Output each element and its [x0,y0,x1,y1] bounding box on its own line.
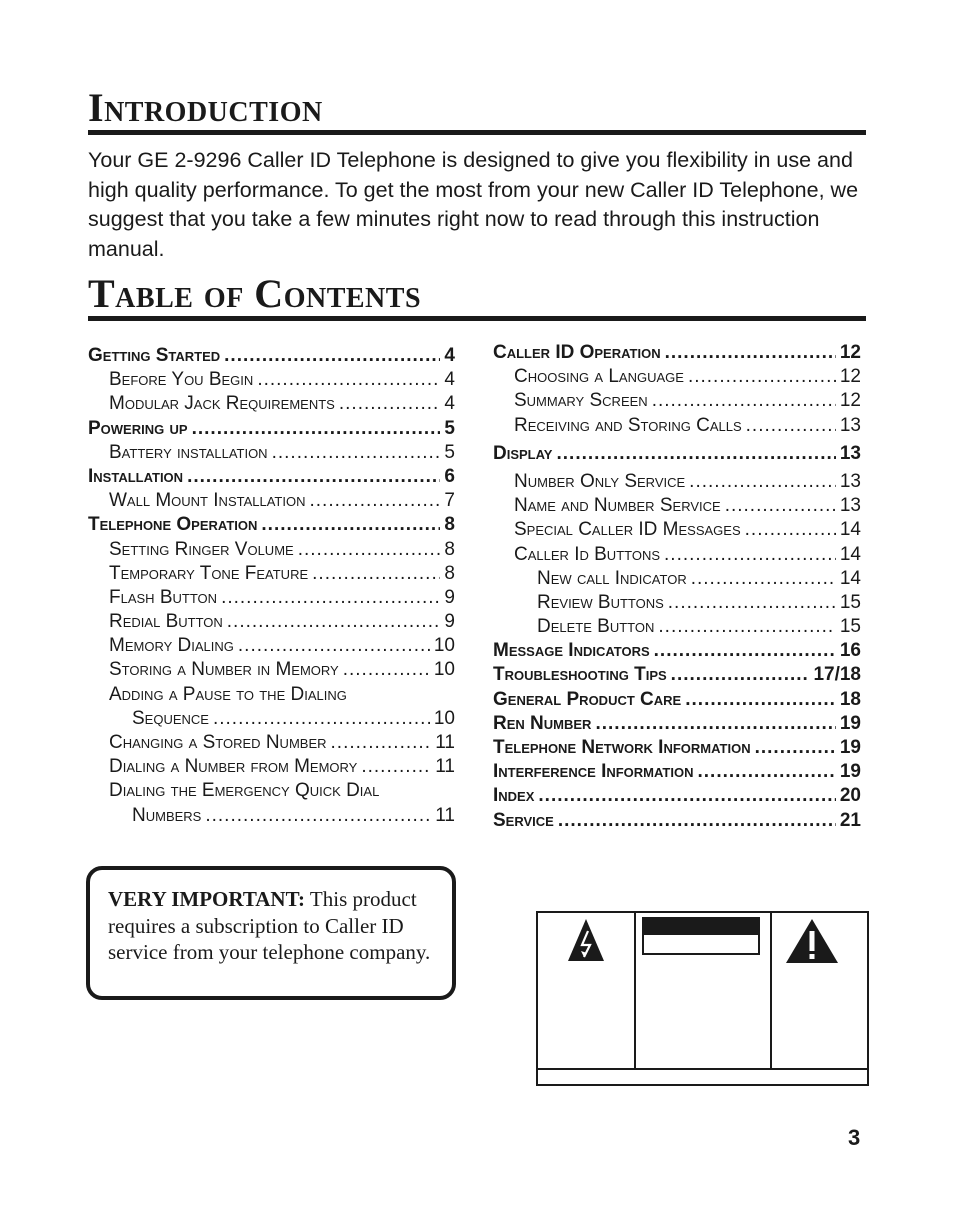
toc-entry-page: 8 [444,562,455,584]
toc-entry-page: 13 [839,442,861,464]
toc-leader-dots [697,761,835,783]
toc-leader-dots [309,490,440,512]
toc-entry-page: 12 [839,390,861,412]
toc-entry [493,519,861,543]
toc-entry [88,805,455,829]
toc-leader-dots [745,519,836,541]
toc-leader-dots [691,568,836,590]
toc-entry-label: Service [493,809,554,831]
toc-entry-page: 19 [839,761,861,783]
toc-entry [88,587,455,611]
toc-entry-page: 15 [839,616,861,638]
toc-entry [88,393,455,417]
toc-entry-label: Special Caller ID Messages [514,519,741,541]
toc-entry [88,732,455,756]
toc-entry-page: 9 [444,586,455,608]
toc-entry-label: Name and Number Service [514,495,721,517]
toc-entry-label: Temporary Tone Feature [109,562,309,584]
toc-entry-label: Display [493,442,553,464]
toc-entry [88,708,455,732]
toc-leader-dots [339,393,441,415]
toc-entry [493,544,861,568]
toc-entry-page: 17/18 [813,664,861,686]
toc-leader-dots [331,732,432,754]
toc-entry-page: 13 [839,495,861,517]
toc-leader-dots [192,418,441,440]
toc-entry [88,418,455,442]
toc-leader-dots [652,390,836,412]
toc-entry-label: Ren Number [493,712,592,734]
toc-entry-page: 10 [433,659,455,681]
toc-heading: Table of Contents [88,274,866,321]
toc-entry [88,563,455,587]
toc-entry [88,490,455,514]
toc-entry-label: Flash Button [109,586,218,608]
toc-leader-dots [343,659,430,681]
toc-entry-label: Index [493,785,535,807]
toc-entry [493,592,861,616]
toc-entry [88,466,455,490]
toc-entry-page: 4 [444,345,455,366]
toc-entry-label: Sequence [132,707,209,729]
toc-entry [493,785,861,809]
toc-entry-page: 4 [444,393,455,415]
toc-leader-dots [298,539,441,561]
toc-leader-dots [238,635,430,657]
toc-entry-page: 7 [444,490,455,512]
intro-heading: Introduction [88,88,866,135]
toc-leader-dots [261,514,440,536]
exclamation-warning-icon [770,915,867,975]
toc-entry-label: Battery installation [109,441,268,463]
toc-entry-page: 18 [839,688,861,710]
toc-entry-page: 8 [444,514,455,536]
toc-leader-dots [688,366,836,388]
toc-entry-page: 19 [839,712,861,734]
toc-leader-dots [558,810,836,832]
toc-entry-page: 15 [839,591,861,613]
toc-entry [88,514,455,538]
toc-entry-page: 12 [839,366,861,388]
toc-entry-page: 14 [839,519,861,541]
toc-entry [493,616,861,640]
toc-entry-label: Summary Screen [514,390,648,412]
toc-entry-label: New call Indicator [537,567,687,589]
toc-leader-dots [689,471,836,493]
toc-entry-label: Redial Button [109,611,223,633]
toc-leader-dots [595,713,835,735]
toc-entry-page: 10 [433,635,455,657]
toc-leader-dots [257,369,440,391]
toc-entry-label: Delete Button [537,616,655,638]
toc-leader-dots [361,756,431,778]
toc-leader-dots [213,708,430,730]
toc-entry [88,635,455,659]
toc-entry [493,640,861,664]
toc-entry-page: 16 [839,640,861,662]
toc-leader-dots [221,587,440,609]
toc-entry-label: Troubleshooting Tips [493,664,667,686]
caution-panel [536,911,869,1086]
intro-paragraph: Your GE 2-9296 Caller ID Telephone is designed to give you flexibility in use and high quality performance. To get the most from your new Caller ID Telephone, we suggest that you take a few minutes right now to read through this instruction manual. [88,148,859,261]
toc-leader-dots [668,592,836,614]
toc-right-column [493,342,861,834]
toc-entry [88,780,455,804]
toc-leader-dots [746,415,836,437]
toc-leader-dots [556,443,835,465]
toc-entry [88,611,455,635]
toc-entry-page: 20 [839,785,861,807]
toc-entry [493,713,861,737]
toc-entry-label: Numbers [132,804,202,826]
toc-entry-page: 9 [444,611,455,633]
toc-leader-dots [658,616,835,638]
toc-entry-label: Number Only Service [514,470,686,492]
toc-entry-label: Dialing a Number from Memory [109,756,358,778]
toc-entry-label: Telephone Network Information [493,737,751,758]
toc-entry-label: Review Buttons [537,591,664,613]
toc-leader-dots [654,640,836,662]
toc-entry [493,390,861,414]
toc-entry-label: Before You Begin [109,369,254,391]
notice-text: This product requires a subscription to Caller ID service from your telephone company. [108,887,431,964]
toc-entry-label: Installation [88,465,184,487]
toc-left-column [88,345,455,829]
toc-entry-label: Powering up [88,417,188,439]
toc-leader-dots [685,689,836,711]
toc-leader-dots [671,664,810,686]
toc-entry-page: 5 [444,441,455,463]
toc-entry-label: Getting Started [88,345,221,366]
toc-entry-label: Changing a Stored Number [109,732,327,753]
toc-entry-label: Receiving and Storing Calls [514,414,742,436]
toc-entry-label: Choosing a Language [514,366,684,388]
toc-entry [88,345,455,369]
toc-entry [88,442,455,466]
toc-entry-page: 11 [435,804,455,826]
caution-footer-strip [538,1068,867,1088]
toc-entry-label: Wall Mount Installation [109,490,306,512]
toc-entry-page: 13 [839,414,861,436]
toc-entry-page: 14 [839,567,861,589]
toc-entry-label: General Product Care [493,688,682,710]
toc-leader-dots [272,442,441,464]
important-notice-box [86,866,456,1000]
caution-cell-right [770,913,867,1068]
page-number: 3 [848,1125,861,1150]
toc-entry [493,342,861,366]
toc-leader-dots [187,466,440,488]
toc-leader-dots [665,342,836,364]
caution-cell-middle [634,913,772,1068]
toc-entry [88,369,455,393]
toc-entry-page: 8 [444,538,455,560]
caution-label-bar [642,917,760,955]
toc-entry-label: Setting Ringer Volume [109,538,294,560]
toc-entry-label: Caller Id Buttons [514,543,661,565]
toc-entry-label: Adding a Pause to the Dialing [109,683,347,705]
toc-entry-page: 21 [839,809,861,831]
lightning-warning-icon [538,915,634,975]
toc-entry-label: Memory Dialing [109,635,234,657]
toc-entry-page: 10 [433,707,455,729]
toc-leader-dots [312,563,440,585]
toc-entry [493,761,861,785]
toc-entry [493,810,861,834]
toc-entry-label: Telephone Operation [88,514,258,536]
toc-entry-page: 12 [839,342,861,363]
toc-entry [493,568,861,592]
toc-entry-page: 14 [839,543,861,565]
toc-entry-page: 11 [435,756,455,778]
toc-entry-page: 4 [444,369,455,391]
toc-entry-label: Modular Jack Requirements [109,393,335,415]
toc-entry [88,539,455,563]
toc-entry-page: 13 [839,470,861,492]
toc-entry-label: Message Indicators [493,640,650,662]
toc-entry-page: 11 [435,732,455,753]
toc-entry [493,495,861,519]
toc-entry-label: Interference Information [493,761,694,783]
toc-entry [493,664,861,688]
toc-leader-dots [664,544,836,566]
toc-leader-dots [725,495,836,517]
toc-entry [493,443,861,467]
toc-entry-label: Storing a Number in Memory [109,659,339,681]
toc-entry-page: 5 [444,417,455,439]
toc-entry [493,366,861,390]
toc-leader-dots [205,805,431,827]
toc-entry [88,659,455,683]
toc-entry-label: Caller ID Operation [493,342,661,363]
toc-entry [493,689,861,713]
caution-cell-left [538,913,636,1068]
notice-strong: VERY IMPORTANT: [108,887,306,911]
toc-leader-dots [538,785,835,807]
toc-entry [88,684,455,708]
toc-entry-page: 6 [444,465,455,487]
toc-entry [88,756,455,780]
toc-entry [493,471,861,495]
toc-leader-dots [227,611,441,633]
toc-leader-dots [224,345,440,367]
toc-entry-label: Dialing the Emergency Quick Dial [109,780,380,802]
toc-entry [493,737,861,761]
toc-leader-dots [755,737,836,759]
toc-entry [493,415,861,439]
toc-entry-page: 19 [839,737,861,758]
